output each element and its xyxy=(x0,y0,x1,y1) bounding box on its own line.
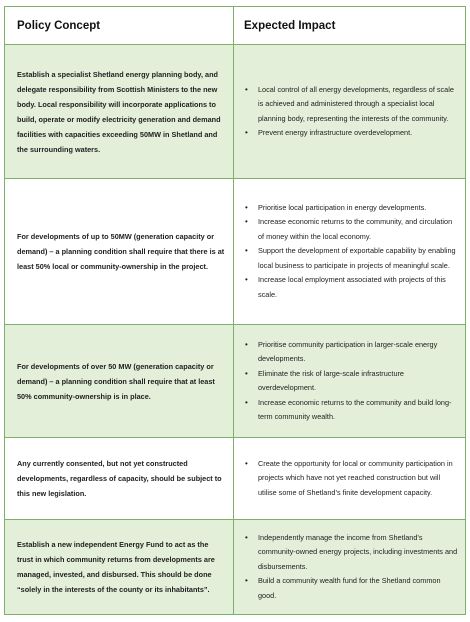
header-policy-concept: Policy Concept xyxy=(5,7,234,44)
impact-list xyxy=(244,531,459,604)
policy-table xyxy=(4,6,466,615)
table-row xyxy=(5,178,465,324)
policy-cell xyxy=(5,520,234,614)
policy-cell xyxy=(5,179,234,324)
table-row xyxy=(5,44,465,178)
policy-cell xyxy=(5,438,234,519)
policy-text: Establish a specialist Shetland energy planning body, and delegate responsibility from Scottish Ministers to the new body. Local responsibility will incorporate applications to build, operate or modify electricity generation and demand facilities with capacities exceeding 50MW in Shetland and the surrounding waters. xyxy=(17,69,221,154)
impact-item: • Prioritise local participation in energy developments. xyxy=(244,201,459,216)
policy-cell xyxy=(5,45,234,178)
policy-text: For developments of over 50 MW (generation capacity or demand) – a planning condition shall require that at least 50% community-ownership is in place. xyxy=(17,361,215,401)
impact-item: • Create the opportunity for local or community participation in projects which have not yet reached construction but will utilise some of Shetland’s finite development capacity. xyxy=(244,457,459,501)
table-row xyxy=(5,519,465,614)
impact-cell xyxy=(234,438,465,519)
impact-cell xyxy=(234,520,465,614)
impact-item: • Prioritise community participation in larger-scale energy developments. xyxy=(244,338,459,367)
header-expected-impact: Expected Impact xyxy=(244,19,336,32)
policy-text: Any currently consented, but not yet constructed developments, regardless of capacity, should be subject to this new legislation. xyxy=(17,459,222,498)
impact-item: • Prevent energy infrastructure overdevelopment. xyxy=(244,126,459,141)
policy-text: For developments of up to 50MW (generation capacity or demand) – a planning condition shall require that there is at least 50% local or community-ownership in the project. xyxy=(17,232,225,271)
impact-list xyxy=(244,83,459,141)
impact-item: • Eliminate the risk of large-scale infrastructure overdevelopment. xyxy=(244,367,459,396)
impact-item: • Local control of all energy developments, regardless of scale is achieved and administered through a specialist local planning body, representing the interests of the community. xyxy=(244,83,459,127)
impact-item: • Support the development of exportable capability by enabling local business to participate in projects of meaningful scale. xyxy=(244,244,459,273)
table-row xyxy=(5,437,465,519)
policy-text: Establish a new independent Energy Fund to act as the trust in which community returns from developments are managed, invested, and disbursed. This should be done “solely in the interests of the county or its inhabitants”. xyxy=(17,540,215,594)
impact-item: • Increase economic returns to the community and build long-term community wealth. xyxy=(244,396,459,425)
impact-item: • Increase economic returns to the community, and circulation of money within the local economy. xyxy=(244,215,459,244)
impact-item: • Build a community wealth fund for the Shetland common good. xyxy=(244,574,459,603)
impact-cell xyxy=(234,45,465,178)
impact-cell xyxy=(234,325,465,437)
impact-cell xyxy=(234,179,465,324)
impact-list xyxy=(244,457,459,501)
impact-item: • Increase local employment associated with projects of this scale. xyxy=(244,273,459,302)
impact-list xyxy=(244,201,459,303)
policy-cell xyxy=(5,325,234,437)
impact-item: • Independently manage the income from Shetland’s community-owned energy projects, including investments and disbursements. xyxy=(244,531,459,575)
table-header-row xyxy=(5,7,465,44)
impact-list xyxy=(244,338,459,425)
table-row xyxy=(5,324,465,437)
